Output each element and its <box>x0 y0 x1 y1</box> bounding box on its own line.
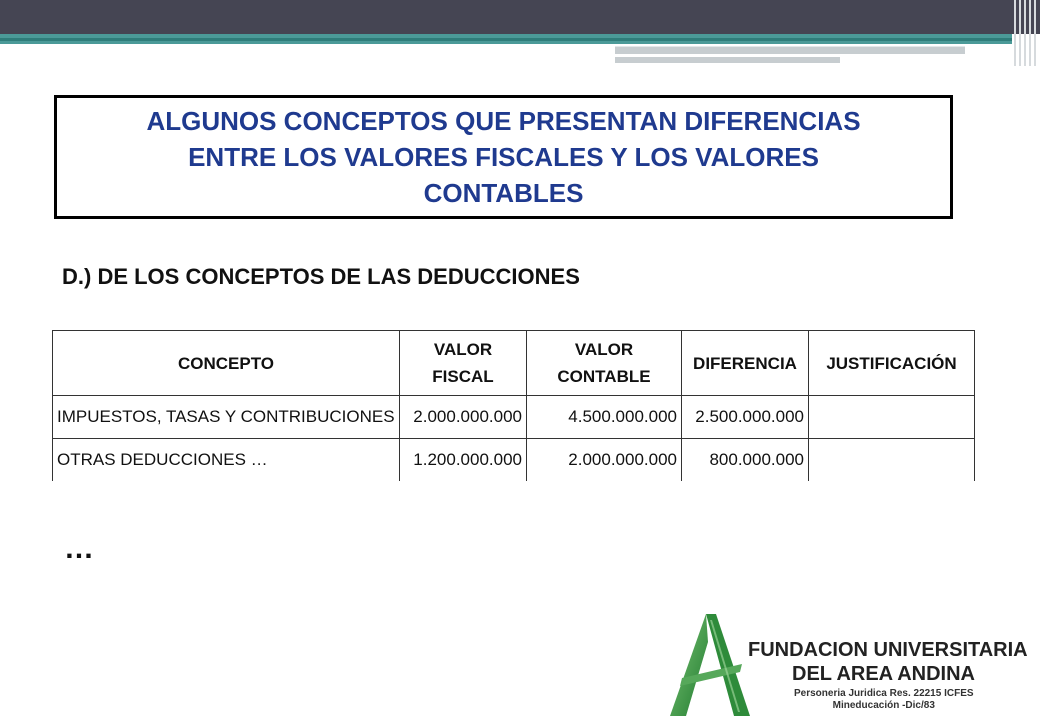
header-valor-fiscal-line: VALOR <box>433 340 493 359</box>
cell-diferencia: 800.000.000 <box>682 439 809 482</box>
slide-title-line: CONTABLES <box>423 178 584 208</box>
slide-title <box>132 103 874 211</box>
cell-valor-fiscal: 1.200.000.000 <box>400 439 527 482</box>
logo-legal-text <box>794 688 974 712</box>
cell-diferencia: 2.500.000.000 <box>682 396 809 439</box>
institution-logo <box>662 612 1040 720</box>
cell-justificacion <box>809 439 975 482</box>
header-concepto: CONCEPTO <box>53 331 400 396</box>
header-diferencia: DIFERENCIA <box>682 331 809 396</box>
header-dark-band <box>0 0 1040 34</box>
cell-justificacion <box>809 396 975 439</box>
cell-valor-contable: 2.000.000.000 <box>527 439 682 482</box>
logo-name-line: FUNDACION UNIVERSITARIA <box>748 639 1028 661</box>
header-valor-fiscal-line: FISCAL <box>432 367 494 386</box>
slide-title-line: ALGUNOS CONCEPTOS QUE PRESENTAN DIFERENCIAS <box>146 106 861 136</box>
header-grey-strip <box>615 46 965 54</box>
header-valor-contable-line: VALOR <box>574 340 634 359</box>
title-box <box>54 95 953 219</box>
logo-name <box>748 638 1028 686</box>
logo-legal-line: Personeria Juridica Res. 22215 ICFES <box>794 688 974 699</box>
cell-valor-fiscal: 2.000.000.000 <box>400 396 527 439</box>
slide-title-line: ENTRE LOS VALORES FISCALES Y LOS VALORES <box>188 142 819 172</box>
table-header-row <box>53 331 975 396</box>
table-row <box>53 439 975 482</box>
header-grey-strip-short <box>615 57 840 63</box>
deductions-table <box>52 330 975 481</box>
header-valor-contable-line: CONTABLE <box>557 367 651 386</box>
logo-legal-line: Mineducación -Dic/83 <box>832 700 935 711</box>
section-heading: D.) DE LOS CONCEPTOS DE LAS DEDUCCIONES <box>62 264 580 289</box>
header-justificacion: JUSTIFICACIÓN <box>809 331 975 396</box>
logo-name-line: DEL AREA ANDINA <box>792 663 975 685</box>
header-valor-contable <box>527 331 682 396</box>
table-row <box>53 396 975 439</box>
cell-concepto: OTRAS DEDUCCIONES … <box>53 439 400 482</box>
header-valor-fiscal <box>400 331 527 396</box>
header-teal-line <box>0 38 1012 41</box>
cell-concepto: IMPUESTOS, TASAS Y CONTRIBUCIONES <box>53 396 400 439</box>
triangle-a-logo-icon <box>662 612 758 720</box>
header-vertical-stripes <box>1012 0 1040 66</box>
cell-valor-contable: 4.500.000.000 <box>527 396 682 439</box>
continuation-ellipsis: … <box>64 532 96 565</box>
